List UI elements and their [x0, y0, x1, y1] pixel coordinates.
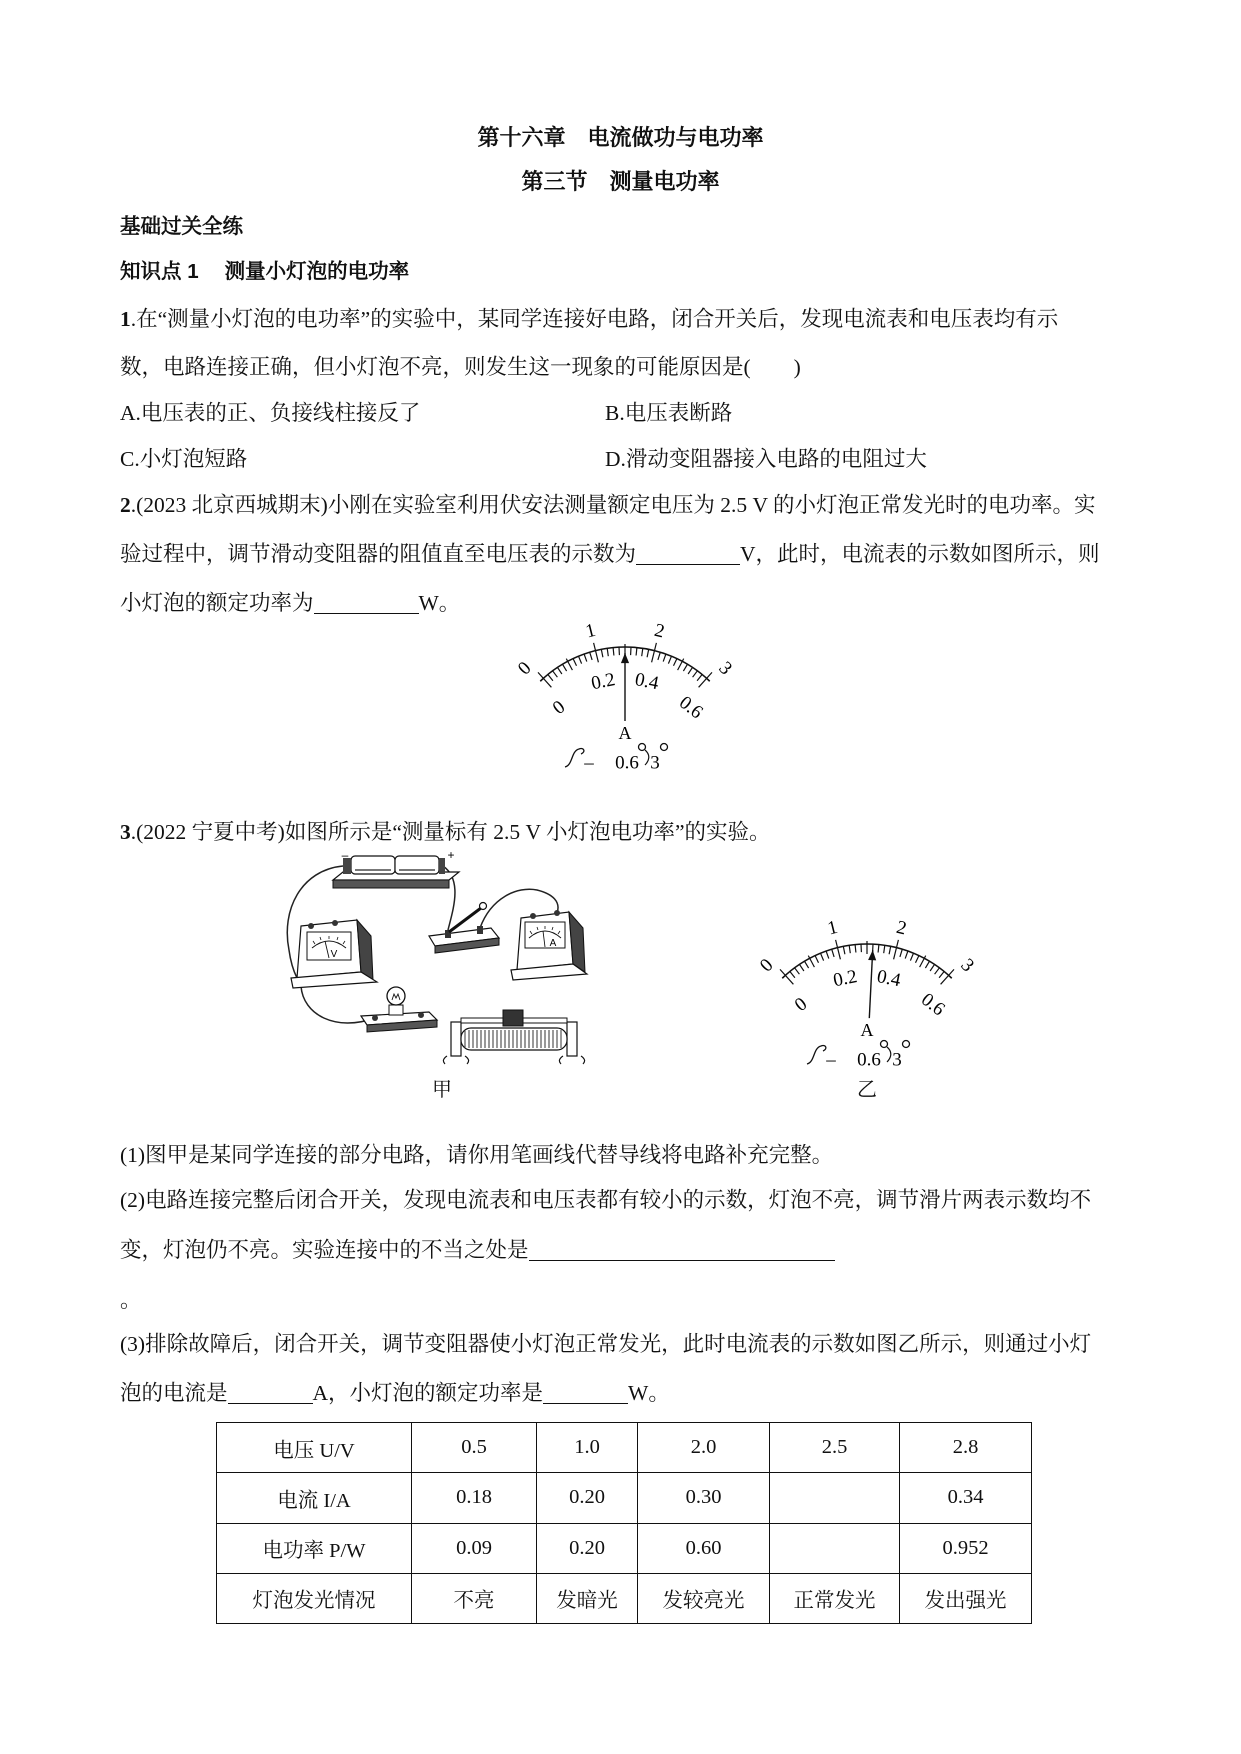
battery-minus-label: –: [341, 850, 349, 862]
meter-terminal-wire: [565, 749, 584, 767]
q2-text: .(2023 北京西城期末)小刚在实验室利用伏安法测量额定电压为 2.5 V 的小灯泡正常发光时的电功率。实: [130, 493, 1096, 517]
chapter-title: 第十六章 电流做功与电功率: [477, 125, 764, 150]
switch: [429, 903, 499, 954]
meter-outer-scale-label: 0: [513, 657, 536, 680]
rheostat-slider: [503, 1010, 523, 1026]
q3-sub-3-text: A，小灯泡的额定功率是: [312, 1381, 544, 1405]
meter-inner-scale-label: 0.2: [589, 669, 617, 695]
battery-clip-right: [439, 858, 445, 874]
figure-b-label: 乙: [857, 1079, 877, 1101]
meter-outer-scale-label: 3: [714, 657, 737, 680]
bulb-holder: [361, 987, 437, 1032]
practice-title: 基础过关全练: [120, 215, 243, 238]
battery-cell: [395, 856, 439, 874]
meter-inner-scale-label: 0: [548, 696, 570, 719]
q2-text: 小灯泡的额定功率为: [120, 591, 314, 615]
knowledge-point-heading: [120, 258, 409, 286]
q3-sub-2-answer-blank[interactable]: [529, 1240, 835, 1261]
switch-post: [477, 926, 483, 934]
q1-option-b: B.电压表断路: [605, 401, 733, 425]
table-cell: 发出强光: [900, 1573, 1032, 1623]
q1-option-a: A.电压表的正、负接线柱接反了: [120, 401, 421, 425]
q3-line-1: [120, 818, 771, 846]
q3-sub-3-text: W。: [628, 1381, 670, 1405]
meter-terminal-wire: [807, 1046, 826, 1064]
q1-line-1: [120, 305, 1058, 333]
table-row: [217, 1473, 1032, 1523]
table-row-header: 电流 I/A: [217, 1473, 412, 1523]
q1-option-c: C.小灯泡短路: [120, 447, 248, 471]
meter-inner-scale-label: 0.4: [875, 966, 903, 992]
q1-line-2: 数，电路连接正确，但小灯泡不亮，则发生这一现象的可能原因是( ): [120, 355, 801, 379]
voltmeter-terminal: [308, 923, 314, 929]
meter-inner-scale-label: 0.4: [633, 669, 661, 695]
table-cell: 0.09: [412, 1523, 537, 1573]
knowledge-point-title: 测量小灯泡的电功率: [224, 260, 410, 283]
table-cell: 2.8: [900, 1423, 1032, 1473]
q2-voltage-answer-blank[interactable]: [636, 544, 740, 565]
ammeter-dial-figure-b: [747, 908, 987, 1078]
table-row-header: 电功率 P/W: [217, 1523, 412, 1573]
table-row-header: 电压 U/V: [217, 1423, 412, 1473]
meter-terminal-label: 0.6: [615, 752, 639, 774]
table-row-header: 灯泡发光情况: [217, 1573, 412, 1623]
table-cell: 2.5: [770, 1423, 900, 1473]
meter-inner-scale-label: 0: [790, 993, 812, 1016]
q1-number: 1: [120, 307, 131, 331]
voltmeter-unit-label: V: [330, 949, 338, 960]
meter-terminal-label: 0.6: [857, 1049, 881, 1071]
meter-terminal-post: [903, 1041, 910, 1048]
meter-terminal-post: [881, 1041, 888, 1048]
meter-terminal-label: –: [826, 1049, 836, 1071]
q3-sub-2-line-3: 。: [120, 1288, 142, 1312]
battery-holder: [333, 850, 459, 888]
ammeter-terminal: [530, 913, 536, 919]
bulb-terminal: [418, 1012, 424, 1018]
q3-power-answer-blank[interactable]: [543, 1383, 628, 1404]
meter-unit-label: A: [860, 1020, 874, 1040]
table-cell: 0.18: [412, 1473, 537, 1523]
ammeter: [511, 910, 587, 980]
q2-text: V，此时，电流表的示数如图所示，则: [740, 542, 1100, 566]
rheostat-foot: [443, 1056, 584, 1064]
meter-outer-scale-label: 1: [825, 916, 840, 940]
table-cell: 发较亮光: [638, 1573, 770, 1623]
voltmeter-terminal: [332, 920, 338, 926]
meter-pointer-arrowhead: [621, 653, 629, 663]
table-cell: 0.5: [412, 1423, 537, 1473]
q2-line-1: [120, 491, 1095, 519]
table-cell: 0.20: [537, 1473, 638, 1523]
q1-text: .在“测量小灯泡的电功率”的实验中，某同学连接好电路，闭合开关后，发现电流表和电压表均有示: [130, 307, 1059, 331]
measurement-table: [216, 1422, 1032, 1624]
q3-sub-3-text: 泡的电流是: [120, 1381, 228, 1405]
q3-current-answer-blank[interactable]: [228, 1383, 313, 1404]
q1-option-d: D.滑动变阻器接入电路的电阻过大: [605, 447, 927, 471]
table-cell: [770, 1523, 900, 1573]
q2-line-3: [120, 589, 460, 617]
ammeter-unit-label: A: [549, 938, 557, 949]
voltmeter: [291, 920, 377, 988]
meter-outer-scale-label: 0: [755, 954, 778, 977]
table-cell: 1.0: [537, 1423, 638, 1473]
q2-text: W。: [418, 591, 461, 615]
q3-sub-3-line-2: [120, 1379, 670, 1407]
q2-power-answer-blank[interactable]: [314, 593, 419, 614]
table-row: [217, 1573, 1032, 1623]
table-cell: 0.952: [900, 1523, 1032, 1573]
rheostat: [443, 1010, 584, 1064]
q3-sub-1: (1)图甲是某同学连接的部分电路，请你用笔画线代替导线将电路补充完整。: [120, 1143, 834, 1167]
rheostat-right-leg: [567, 1022, 577, 1056]
bulb-socket: [389, 1005, 403, 1015]
battery-board-front: [333, 880, 449, 888]
meter-terminal-label: 3: [892, 1049, 902, 1071]
knowledge-point-label: 知识点 1: [120, 260, 199, 283]
ammeter-terminal: [554, 910, 560, 916]
q3-number: 3: [120, 820, 131, 844]
q2-text: 验过程中，调节滑动变阻器的阻值直至电压表的示数为: [120, 542, 637, 566]
meter-scale-ticks: [780, 940, 954, 984]
table-cell: 0.20: [537, 1523, 638, 1573]
table-cell: [770, 1473, 900, 1523]
q2-number: 2: [120, 493, 131, 517]
meter-terminal-wire: [645, 750, 649, 765]
meter-pointer-arrowhead: [868, 950, 876, 960]
bulb-terminal: [372, 1015, 378, 1021]
table-row: [217, 1523, 1032, 1573]
meter-outer-scale-label: 2: [652, 619, 667, 643]
meter-unit-label: A: [618, 723, 632, 743]
q3-sub-2-text: 变，灯泡仍不亮。实验连接中的不当之处是: [120, 1238, 529, 1262]
meter-terminal-post: [661, 744, 668, 751]
meter-terminal-label: 3: [650, 752, 660, 774]
q3-text: .(2022 宁夏中考)如图所示是“测量标有 2.5 V 小灯泡电功率”的实验。: [130, 820, 771, 844]
table-cell: 正常发光: [770, 1573, 900, 1623]
table-cell: 0.34: [900, 1473, 1032, 1523]
meter-pointer: [869, 950, 872, 1018]
measurement-table-body: [217, 1423, 1032, 1624]
q2-line-2: [120, 540, 1100, 568]
meter-outer-scale-label: 2: [894, 916, 909, 940]
figure-a-label: 甲: [432, 1079, 452, 1101]
q3-sub-2-line-2: [120, 1236, 835, 1264]
rheostat-left-leg: [451, 1022, 461, 1056]
meter-terminal-label: –: [584, 752, 594, 774]
table-cell: 0.60: [638, 1523, 770, 1573]
meter-terminal-wire: [887, 1047, 891, 1062]
circuit-diagram: [281, 850, 591, 1075]
meter-inner-scale-label: 0.6: [917, 989, 949, 1021]
battery-cell: [351, 856, 395, 874]
switch-lever: [449, 908, 481, 932]
q3-sub-3-line-1: (3)排除故障后，闭合开关，调节变阻器使小灯泡正常发光，此时电流表的示数如图乙所示，则通过小灯: [120, 1332, 1092, 1356]
meter-inner-scale-label: 0.2: [831, 966, 859, 992]
section-title: 第三节 测量电功率: [521, 169, 720, 194]
ammeter-dial-figure: [505, 611, 745, 781]
meter-outer-scale-label: 1: [583, 619, 598, 643]
meter-inner-scale-label: 0.6: [675, 692, 707, 724]
q3-sub-2-line-1: (2)电路连接完整后闭合开关，发现电流表和电压表都有较小的示数，灯泡不亮，调节滑片两表示数均不: [120, 1188, 1092, 1212]
switch-handle: [480, 903, 487, 910]
battery-plus-label: +: [447, 850, 455, 862]
meter-outer-scale-label: 3: [956, 954, 979, 977]
table-cell: 0.30: [638, 1473, 770, 1523]
bulb: [387, 987, 405, 1005]
table-row: [217, 1423, 1032, 1473]
table-cell: 2.0: [638, 1423, 770, 1473]
table-cell: 发暗光: [537, 1573, 638, 1623]
table-cell: 不亮: [412, 1573, 537, 1623]
meter-terminal-post: [639, 744, 646, 751]
